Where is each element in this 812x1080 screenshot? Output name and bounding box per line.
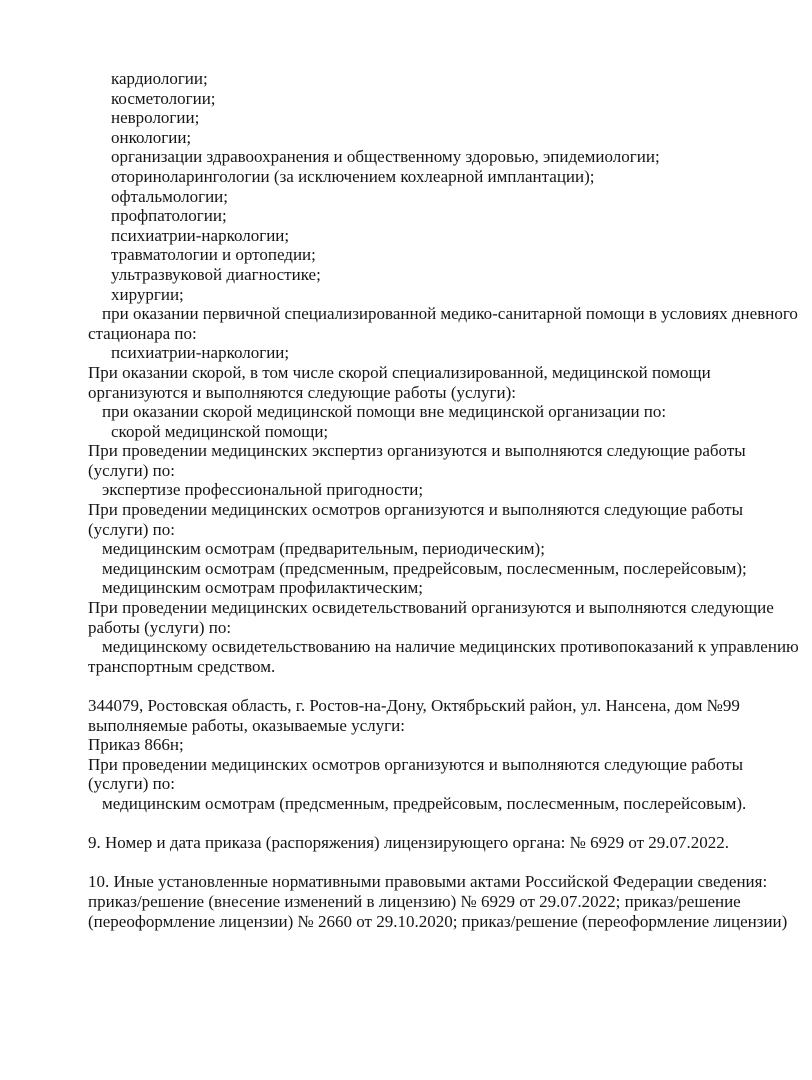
document-line: приказ/решение (внесение изменений в лицензию) № 6929 от 29.07.2022; приказ/решение bbox=[88, 891, 741, 911]
document-line: скорой медицинской помощи; bbox=[111, 421, 329, 441]
document-line: ультразвуковой диагностике; bbox=[111, 264, 321, 284]
document-line: психиатрии-наркологии; bbox=[111, 343, 290, 363]
document-line: офтальмологии; bbox=[111, 186, 228, 206]
document-line: медицинским осмотрам профилактическим; bbox=[102, 578, 423, 598]
document-line: психиатрии-наркологии; bbox=[111, 225, 290, 245]
document-line: При проведении медицинских осмотров организуются и выполняются следующие работы bbox=[88, 754, 743, 774]
document-line: онкологии; bbox=[111, 127, 192, 147]
document-line: при оказании первичной специализированной медико-санитарной помощи в условиях дневного bbox=[102, 304, 798, 324]
document-line: выполняемые работы, оказываемые услуги: bbox=[88, 715, 405, 735]
document-line: 344079, Ростовская область, г. Ростов-на-Дону, Октябрьский район, ул. Нансена, дом №99 bbox=[88, 696, 740, 715]
document-line: профпатологии; bbox=[111, 206, 227, 226]
document-line: при оказании скорой медицинской помощи вне медицинской организации по: bbox=[102, 402, 667, 422]
document-line: медицинским осмотрам (предсменным, предрейсовым, послесменным, послерейсовым). bbox=[102, 793, 747, 813]
document-line: При оказании скорой, в том числе скорой специализированной, медицинской помощи bbox=[88, 362, 711, 382]
document-line: работы (услуги) по: bbox=[88, 617, 232, 637]
document-line: транспортным средством. bbox=[88, 656, 276, 676]
document-line: кардиологии; bbox=[111, 69, 208, 88]
document-line: При проведении медицинских осмотров организуются и выполняются следующие работы bbox=[88, 500, 743, 520]
blank-line bbox=[88, 853, 792, 873]
blank-line bbox=[88, 676, 792, 696]
document-line: При проведении медицинских освидетельствований организуются и выполняются следующие bbox=[88, 598, 774, 618]
document-line: медицинским осмотрам (предварительным, периодическим); bbox=[102, 539, 545, 559]
blank-line bbox=[88, 814, 792, 834]
document-line: (услуги) по: bbox=[88, 460, 175, 480]
document-line: (услуги) по: bbox=[88, 519, 175, 539]
document-line: оториноларингологии (за исключением кохлеарной имплантации); bbox=[111, 166, 595, 186]
document-line: медицинскому освидетельствованию на наличие медицинских противопоказаний к управлению bbox=[102, 637, 799, 657]
document-line: 10. Иные установленные нормативными правовыми актами Российской Федерации сведения: bbox=[88, 872, 768, 892]
document-line: косметологии; bbox=[111, 88, 216, 108]
document-line: хирургии; bbox=[111, 284, 184, 304]
document-line: медицинским осмотрам (предсменным, предрейсовым, послесменным, послерейсовым); bbox=[102, 558, 747, 578]
document-line: 9. Номер и дата приказа (распоряжения) лицензирующего органа: № 6929 от 29.07.2022. bbox=[88, 833, 730, 853]
document-line: стационара по: bbox=[88, 323, 197, 343]
document-line: Приказ 866н; bbox=[88, 735, 184, 755]
document-line: организации здравоохранения и общественному здоровью, эпидемиологии; bbox=[111, 147, 660, 167]
document-line: (переоформление лицензии) № 2660 от 29.10.2020; приказ/решение (переоформление лицензии) bbox=[88, 911, 788, 931]
document-line: экспертизе профессиональной пригодности; bbox=[102, 480, 424, 500]
document-line: (услуги) по: bbox=[88, 774, 175, 794]
document-line: При проведении медицинских экспертиз организуются и выполняются следующие работы bbox=[88, 441, 746, 461]
text-block bbox=[88, 69, 799, 931]
document-line: неврологии; bbox=[111, 108, 200, 128]
document-line: организуются и выполняются следующие работы (услуги): bbox=[88, 382, 516, 402]
document-line: травматологии и ортопедии; bbox=[111, 245, 316, 265]
